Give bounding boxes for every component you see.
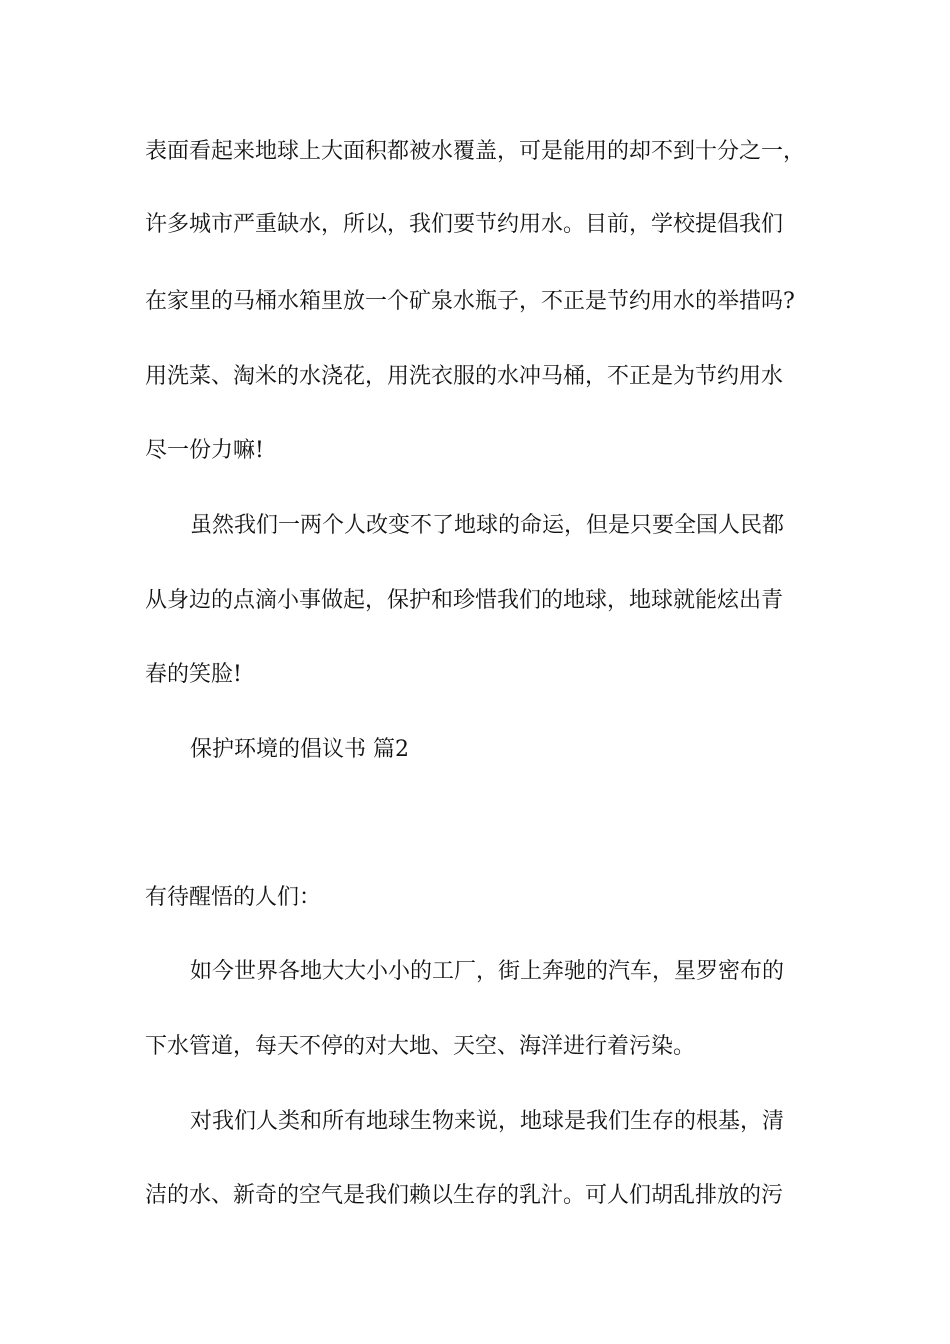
paragraph-line: 表面看起来地球上大面积都被水覆盖，可是能用的却不到十分之一，: [145, 139, 806, 164]
paragraph-line: 对我们人类和所有地球生物来说，地球是我们生存的根基，清: [190, 1109, 785, 1134]
section-heading: 保护环境的倡议书 篇2: [190, 737, 409, 762]
paragraph-line: 虽然我们一两个人改变不了地球的命运，但是只要全国人民都: [190, 513, 785, 538]
paragraph-line: 如今世界各地大大小小的工厂，街上奔驰的汽车，星罗密布的: [190, 959, 785, 984]
paragraph-line: 春的笑脸!: [145, 662, 242, 687]
paragraph-line: 洁的水、新奇的空气是我们赖以生存的乳汁。可人们胡乱排放的污: [145, 1183, 784, 1208]
paragraph-line: 在家里的马桶水箱里放一个矿泉水瓶子，不正是节约用水的举措吗?: [145, 289, 795, 314]
paragraph-line: 从身边的点滴小事做起，保护和珍惜我们的地球，地球就能炫出青: [145, 588, 784, 613]
paragraph-line: 用洗菜、淘米的水浇花，用洗衣服的水冲马桶，不正是为节约用水: [145, 364, 784, 389]
paragraph-line: 尽一份力嘛!: [145, 438, 264, 463]
paragraph-line: 下水管道，每天不停的对大地、天空、海洋进行着污染。: [145, 1034, 696, 1059]
paragraph-line: 许多城市严重缺水，所以，我们要节约用水。目前，学校提倡我们: [145, 212, 784, 237]
salutation: 有待醒悟的人们：: [145, 885, 322, 910]
